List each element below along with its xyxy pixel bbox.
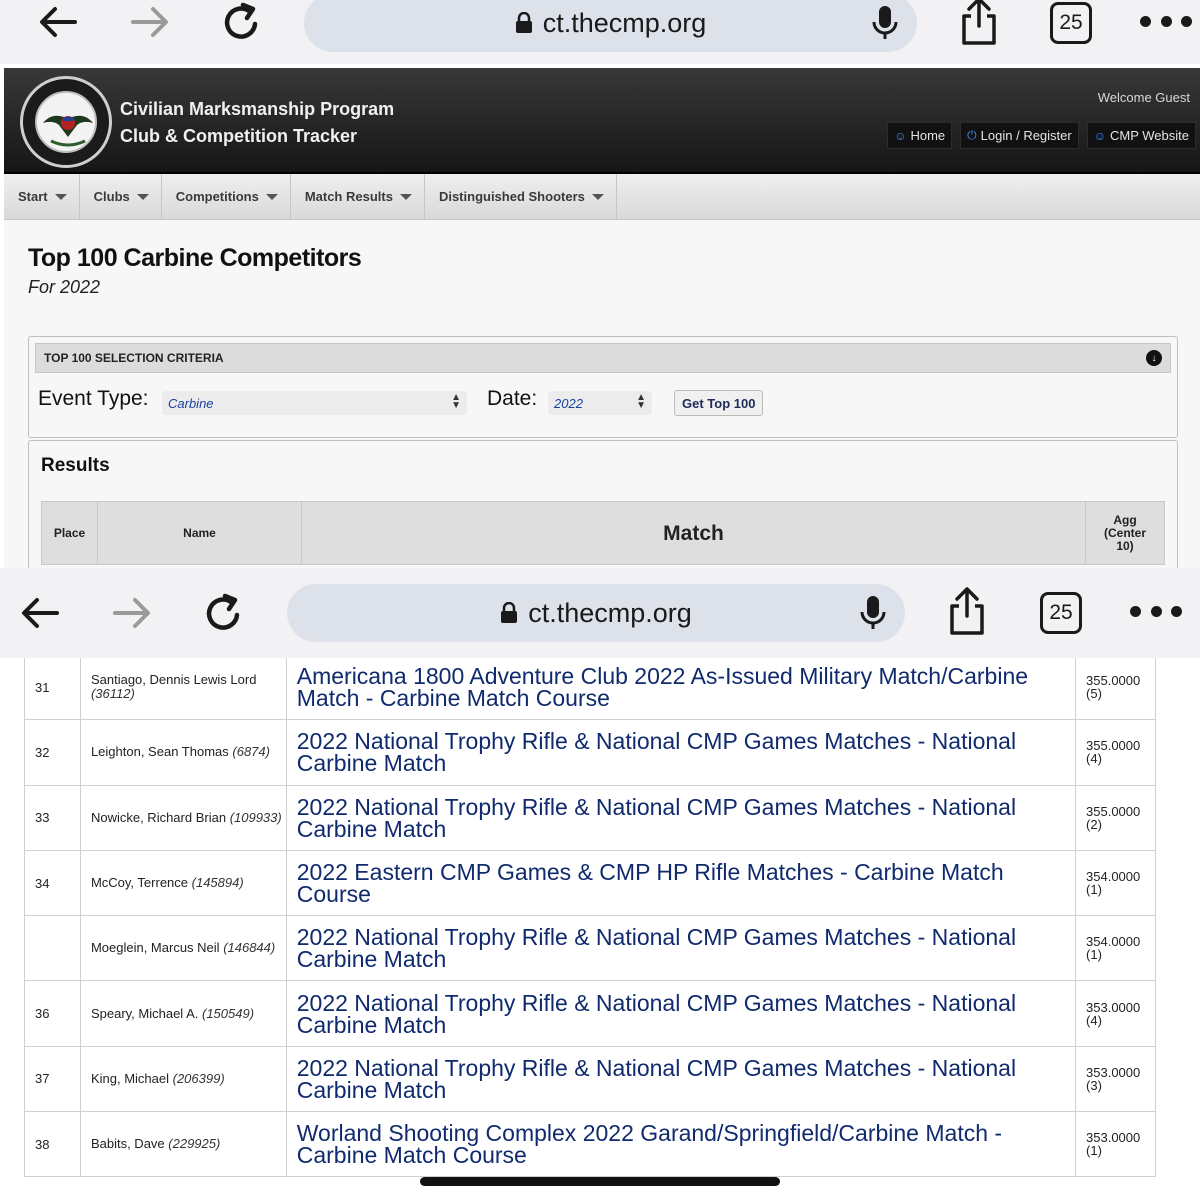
competitor-name: Santiago, Dennis Lewis Lord: [90, 672, 257, 688]
agg-score: 354.0000: [1086, 869, 1141, 885]
competitor-name: Leighton, Sean Thomas: [90, 744, 229, 760]
place-cell: 36: [25, 981, 81, 1046]
competitor-name: Nowicke, Richard Brian: [90, 809, 227, 825]
share-icon[interactable]: [946, 586, 988, 636]
microphone-icon[interactable]: [871, 4, 899, 42]
match-link[interactable]: 2022 National Trophy Rifle & National CMP Games Matches - National Carbine Match: [286, 785, 1075, 850]
results-table-area: [0, 658, 1200, 1200]
site-header: [4, 68, 1200, 174]
competitor-id: (150549): [202, 1005, 255, 1021]
lock-icon: [515, 12, 533, 34]
table-row: [25, 720, 1156, 785]
agg-score: 355.0000: [1086, 803, 1141, 819]
match-link[interactable]: Worland Shooting Complex 2022 Garand/Springfield/Carbine Match - Carbine Match Course: [286, 1112, 1075, 1177]
center-count: (1): [1086, 882, 1102, 898]
name-cell: [80, 1046, 286, 1111]
place-cell: 33: [25, 785, 81, 850]
column-name[interactable]: Name: [98, 502, 302, 564]
center-count: (1): [1086, 947, 1102, 963]
column-place[interactable]: Place: [42, 502, 98, 564]
forward-icon[interactable]: [106, 587, 158, 639]
forward-icon[interactable]: [124, 0, 176, 48]
center-count: (5): [1086, 686, 1102, 702]
name-cell: [80, 785, 286, 850]
center-count: (3): [1086, 1077, 1102, 1093]
name-cell: [80, 850, 286, 915]
page-content: [4, 220, 1200, 568]
name-cell: [80, 1112, 286, 1177]
competitor-name: Babits, Dave: [90, 1136, 165, 1152]
column-match[interactable]: Match: [302, 502, 1086, 564]
agg-cell: [1076, 658, 1156, 720]
browser-toolbar-bottom: [0, 568, 1200, 658]
results-panel: [28, 440, 1178, 580]
agg-score: 355.0000: [1086, 673, 1141, 689]
date-label: Date:: [487, 387, 538, 410]
match-link[interactable]: 2022 National Trophy Rifle & National CMP Games Matches - National Carbine Match: [286, 916, 1075, 981]
caret-down-icon: [55, 194, 67, 200]
table-row: [25, 785, 1156, 850]
menu-distinguished-shooters[interactable]: Distinguished Shooters: [425, 174, 617, 219]
caret-down-icon: [137, 194, 149, 200]
agg-score: 354.0000: [1086, 934, 1141, 950]
caret-down-icon: [266, 194, 278, 200]
tabs-count-button[interactable]: 25: [1040, 592, 1082, 634]
reload-icon[interactable]: [216, 0, 268, 48]
place-cell: 34: [25, 850, 81, 915]
select-arrows-icon: ▲ ▼: [451, 392, 461, 411]
agg-score: 353.0000: [1086, 1130, 1141, 1146]
agg-score: 353.0000: [1086, 999, 1141, 1015]
competitor-name: King, Michael: [90, 1070, 169, 1086]
url-bar[interactable]: [304, 0, 917, 52]
competitor-id: (229925): [168, 1136, 221, 1152]
tabs-count-button[interactable]: 25: [1050, 2, 1092, 44]
login-register-link[interactable]: ⏻ Login / Register: [960, 122, 1079, 149]
competitor-name: Moeglein, Marcus Neil: [90, 940, 220, 956]
match-link[interactable]: 2022 Eastern CMP Games & CMP HP Rifle Matches - Carbine Match Course: [286, 850, 1075, 915]
agg-cell: [1076, 720, 1156, 785]
results-table: [24, 658, 1156, 1177]
competitor-name: McCoy, Terrence: [90, 875, 189, 891]
home-link[interactable]: ☺ Home: [887, 122, 952, 149]
menu-match-results[interactable]: Match Results: [291, 174, 425, 219]
header-links: [887, 122, 1196, 149]
url-text: ct.thecmp.org: [528, 597, 692, 628]
get-top-100-button[interactable]: Get Top 100: [674, 390, 763, 416]
match-link[interactable]: 2022 National Trophy Rifle & National CMP Games Matches - National Carbine Match: [286, 720, 1075, 785]
agg-cell: [1076, 1112, 1156, 1177]
home-indicator[interactable]: [420, 1177, 780, 1186]
caret-down-icon: [400, 194, 412, 200]
power-icon: ⏻: [967, 128, 977, 142]
welcome-text: Welcome Guest: [1097, 90, 1190, 105]
center-count: (4): [1086, 751, 1102, 767]
table-row: [25, 981, 1156, 1046]
competitor-id: (36112): [90, 686, 135, 702]
place-cell: 38: [25, 1112, 81, 1177]
results-table-header: [41, 501, 1165, 565]
name-cell: [80, 916, 286, 981]
place-cell: 32: [25, 720, 81, 785]
select-arrows-icon: ▲ ▼: [636, 392, 646, 411]
column-agg[interactable]: Agg (Center 10): [1103, 512, 1146, 553]
agg-score: 355.0000: [1086, 738, 1141, 754]
microphone-icon[interactable]: [859, 594, 887, 632]
name-cell: [80, 720, 286, 785]
center-count: (4): [1086, 1012, 1102, 1028]
competitor-id: (206399): [172, 1070, 225, 1086]
agg-cell: [1076, 916, 1156, 981]
browser-toolbar-top: [0, 0, 1200, 64]
user-icon: ☺: [1093, 128, 1106, 143]
user-icon: ☺: [894, 128, 907, 143]
more-icon[interactable]: [1140, 16, 1192, 30]
criteria-header[interactable]: TOP 100 SELECTION CRITERIA ↓: [35, 343, 1171, 373]
page-subtitle: For 2022: [28, 277, 101, 297]
table-row: [25, 916, 1156, 981]
back-icon[interactable]: [32, 0, 84, 48]
lock-icon: [500, 602, 518, 624]
agg-cell: [1076, 1046, 1156, 1111]
url-text: ct.thecmp.org: [542, 7, 707, 38]
cmp-website-link[interactable]: ☺ CMP Website: [1087, 122, 1196, 149]
competitor-name: Speary, Michael A.: [90, 1005, 199, 1021]
agg-score: 353.0000: [1086, 1064, 1141, 1080]
match-link[interactable]: 2022 National Trophy Rifle & National CMP Games Matches - National Carbine Match: [286, 1046, 1075, 1111]
center-count: (2): [1086, 816, 1102, 832]
place-cell: 31: [25, 658, 81, 720]
center-count: (1): [1086, 1143, 1102, 1159]
match-link[interactable]: 2022 National Trophy Rifle & National CMP Games Matches - National Carbine Match: [286, 981, 1075, 1046]
match-link[interactable]: Americana 1800 Adventure Club 2022 As-Issued Military Match/Carbine Match - Carbine Match Course: [286, 658, 1075, 720]
event-type-label: Event Type:: [38, 387, 149, 410]
competitor-id: (145894): [191, 875, 244, 891]
menu-start[interactable]: Start: [4, 174, 80, 219]
more-icon[interactable]: [1130, 606, 1182, 620]
selection-criteria-panel: [28, 336, 1178, 438]
reload-icon[interactable]: [198, 587, 250, 639]
cmp-logo[interactable]: [20, 76, 112, 168]
share-icon[interactable]: [958, 0, 1000, 46]
site-title: Civilian Marksmanship Program Club & Competition Tracker: [120, 99, 395, 146]
table-row: [25, 658, 1156, 720]
competitor-id: (6874): [232, 744, 270, 760]
competitor-id: (109933): [229, 809, 282, 825]
name-cell: [80, 658, 286, 720]
caret-down-icon: [592, 194, 604, 200]
agg-cell: [1076, 785, 1156, 850]
agg-cell: [1076, 981, 1156, 1046]
url-bar[interactable]: [287, 584, 905, 642]
page-title: Top 100 Carbine Competitors: [28, 244, 362, 272]
collapse-toggle-icon[interactable]: ↓: [1146, 350, 1162, 366]
main-menu: [4, 174, 1200, 220]
place-cell: 37: [25, 1046, 81, 1111]
agg-cell: [1076, 850, 1156, 915]
place-cell: [25, 916, 81, 981]
table-row: [25, 850, 1156, 915]
competitor-id: (146844): [223, 940, 276, 956]
back-icon[interactable]: [14, 587, 66, 639]
event-type-select[interactable]: Carbine ▲ ▼: [162, 391, 467, 415]
table-row: [25, 1112, 1156, 1177]
name-cell: [80, 981, 286, 1046]
table-row: [25, 1046, 1156, 1111]
date-select[interactable]: 2022 ▲ ▼: [548, 391, 652, 415]
results-heading: Results: [41, 455, 110, 476]
menu-competitions[interactable]: Competitions: [162, 174, 291, 219]
menu-clubs[interactable]: Clubs: [80, 174, 162, 219]
